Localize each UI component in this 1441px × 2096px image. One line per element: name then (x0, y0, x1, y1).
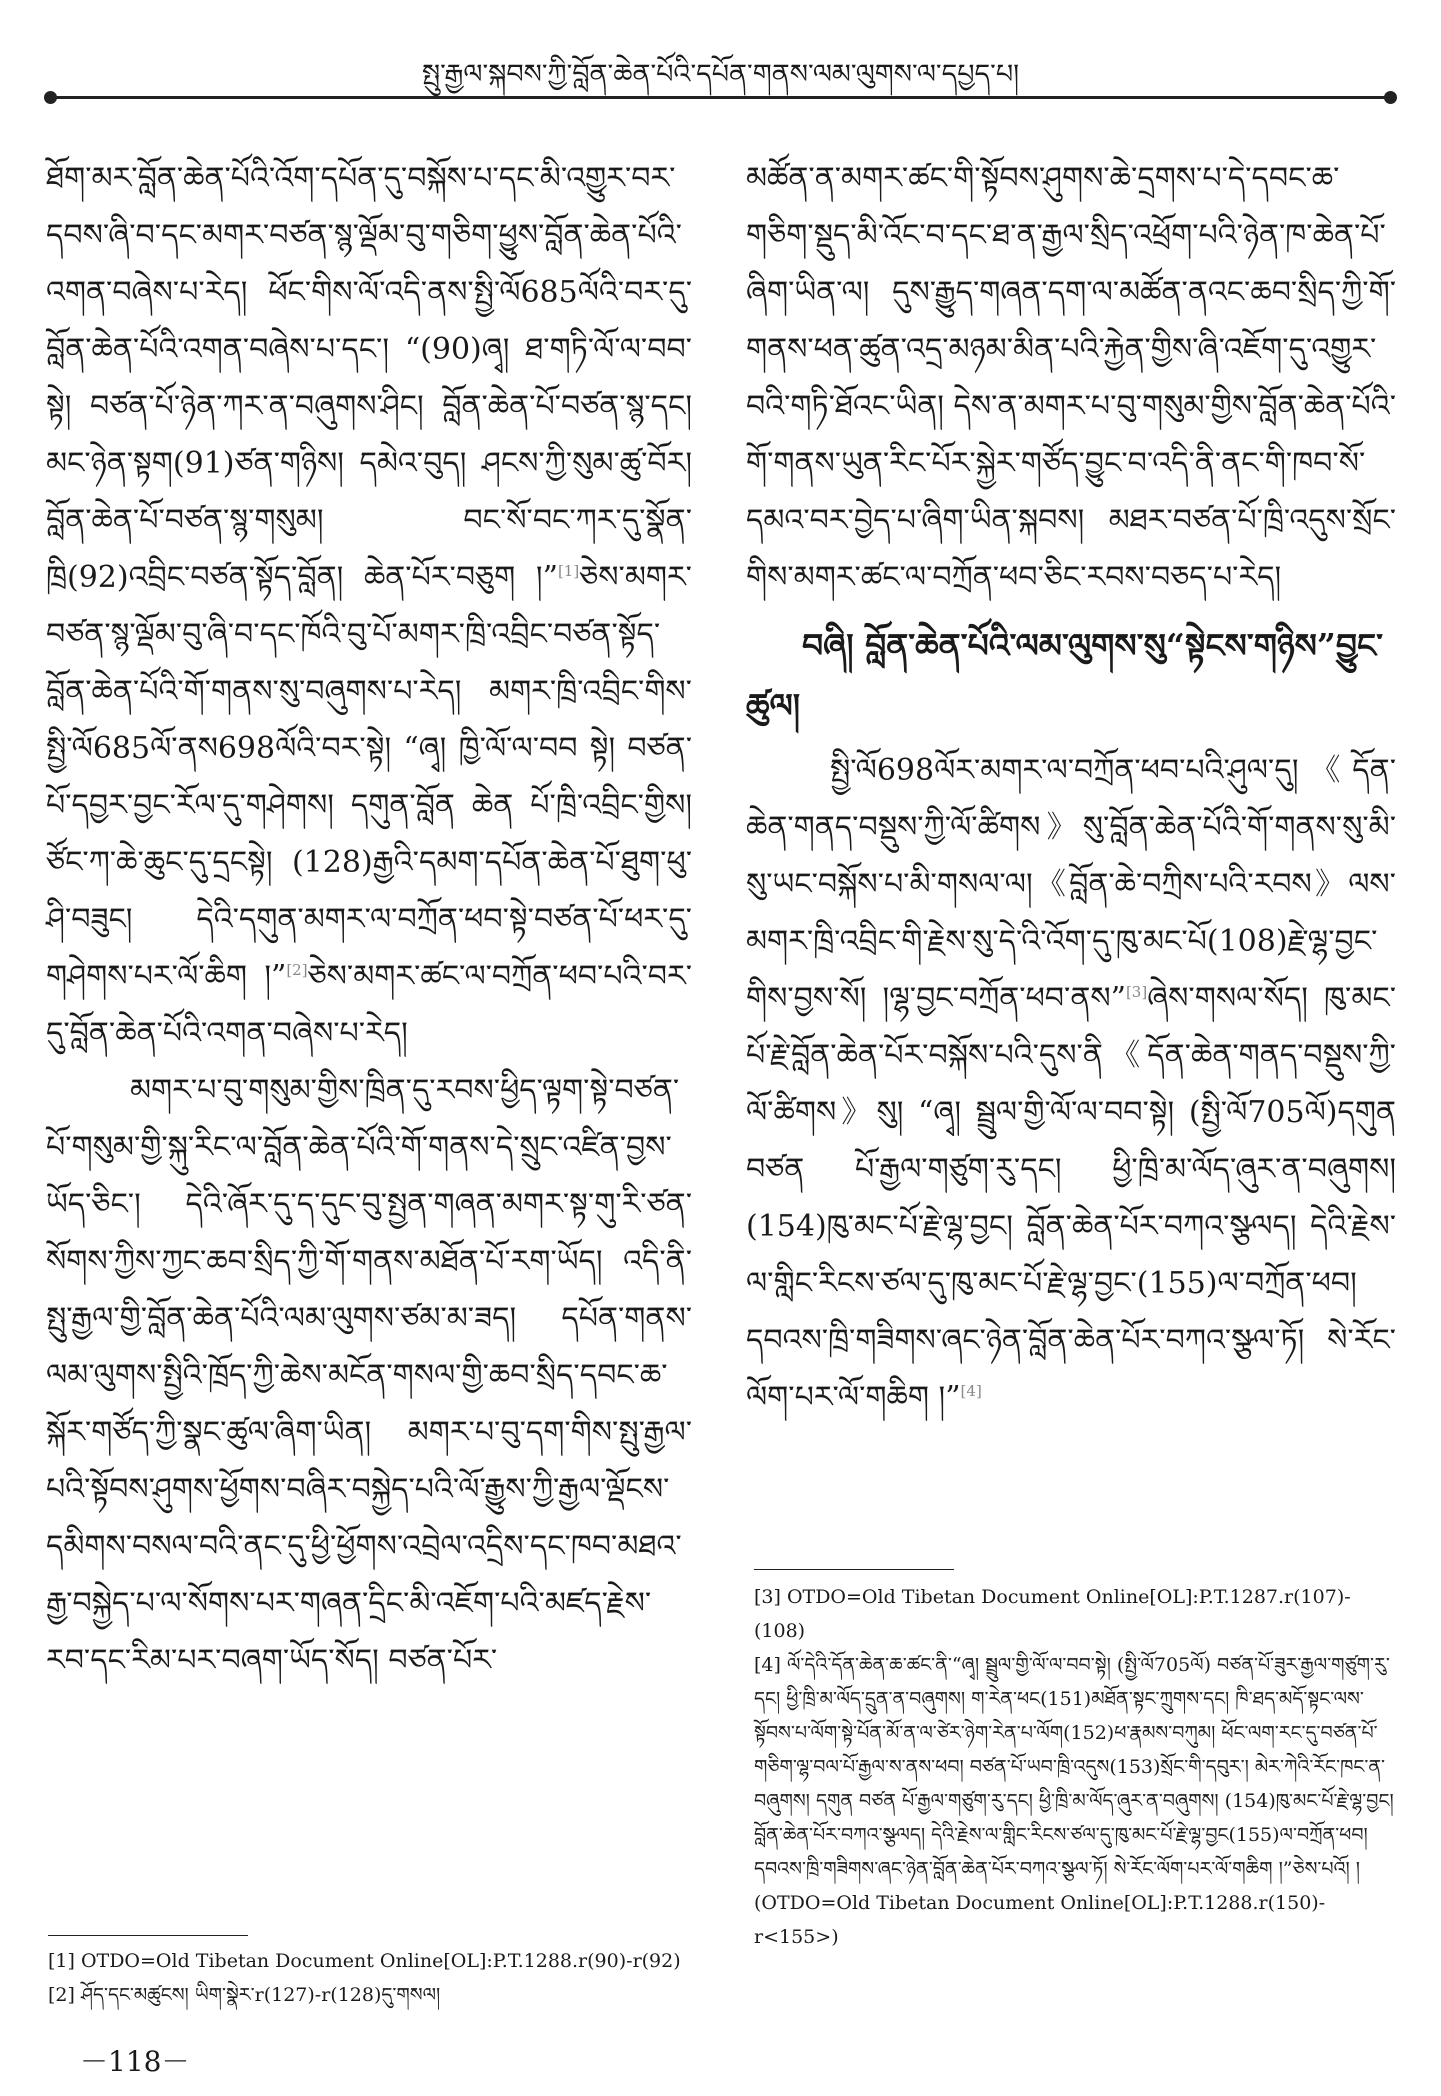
footnotes-left (48, 1944, 688, 2012)
left-p1c-text: ཅེས་མགར་ཚང་ལ་བཀྲོན་ཕབ་པའི་བར་དུ་བློན་ཆེན་པོའི་འགན་བཞེས་པ་རེད། (46, 959, 692, 1051)
rule-dot-right (1384, 91, 1397, 104)
footnote-1: [1] OTDO=Old Tibetan Document Online[OL]:P.T.1288.r(90)-r(92) (48, 1950, 681, 1972)
header-rule (52, 96, 1390, 99)
footnote-2: [2] ཤོད་དང་མཚུངས། ཡིག་སྣེར་r(127)-r(128)དུ་གསལ། (48, 1984, 441, 2006)
footnote-ref-1: [1] (557, 562, 580, 580)
left-column (46, 150, 692, 1689)
footnote-3: [3] OTDO=Old Tibetan Document Online[OL]:P.T.1287.r(107)-(108) (754, 1586, 1351, 1642)
right-p2-text: སྤྱི་ལོ698ལོར་མགར་ལ་བཀྲོན་ཕབ་པའི་ཤུལ་དུ།《དོན་ཆེན་གནད་བསྡུས་ཀྱི་ལོ་ཚིགས》སུ་བློན་ཆེན་པོའི་གོ་གནས་སུ་མི་སུ་ཡང་བསྐོས་པ་མི་གསལ་ལ།《བློན་ཆེ་བཀྲིས་པའི་རབས》ལས་མགར་ཁྲི་འབྲིང་གི་རྗེས་སུ་དེ་འི་འོག་དུ་ཁུ་མང་པོ(108)རྗེ་ལྷ་བྱང་གིས་བྱས་སོ། །ལྷ་བྱང་བཀྲོན་ཕབ་ནས” (746, 753, 1396, 1016)
left-p1b-text: ཅེས་མགར་བཙན་སྙ་ལྡོམ་བུ་ཞི་བ་དང་ཁོའི་བུ་པོ་མགར་ཁྲི་འབྲིང་བཙན་སྟོད་བློན་ཆེན་པོའི་གོ་གནས་སུ་བཞུགས་པ་རེད། མགར་ཁྲི་འབྲིང་གིས་སྤྱི་ལོ685ལོ་ནས698ལོའི་བར་སྟེ། “ཞྭ། ཁྱི་ལོ་ལ་བབ སྟེ། བཙན་པོ་དབྱར་བྱང་རོལ་དུ་གཤེགས། དགུན་བློན ཆེན པོ་ཁྲི་འབྲིང་གྱིས། ཙོང་ཀ་ཆེ་ཆུང་དུ་དྲངསྟེ། (128)རྒྱའི་དམག་དཔོན་ཆེན་པོ་ཐུག་ཕུ་ཤི་བཟུང། དེའི་དགུན་མགར་ལ་བཀྲོན་ཕབ་སྟེ་བཙན་པོ་ཕར་དུ་གཤེགས་པར་ལོ་ཆིག །” (46, 560, 692, 994)
right-paragraph-1: མཚོན་ན་མགར་ཚང་གི་སྟོབས་ཤུགས་ཆེ་དྲགས་པ་དེ་དབང་ཆ་གཅིག་སྡུད་མི་འོང་བ་དང་ཐ་ན་རྒྱལ་སྲིད་འཕྲོག་པའི་ཉེན་ཁ་ཆེན་པོ་ཞིག་ཡིན་ལ། དུས་རྒྱུད་གཞན་དག་ལ་མཚོན་ནའང་ཆབ་སྲིད་ཀྱི་གོ་གནས་ཕན་ཚུན་འདྲ་མཉམ་མིན་པའི་རྐྱེན་གྱིས་ཞི་འཇོག་དུ་འགྱུར་བའི་གཏི་ཐོའང་ཡིན། དེས་ན་མགར་པ་བུ་གསུམ་གྱིས་བློན་ཆེན་པོའི་གོ་གནས་ཡུན་རིང་པོར་སྐྱེར་གཙོད་བྱུང་བ་འདི་ནི་ནང་གི་ཁབ་སོ་དམའ་བར་བྱེད་པ་ཞིག་ཡིན་སྐབས། མཐར་བཙན་པོ་ཁྲི་འདུས་སྲོང་གིས་མགར་ཚང་ལ་བཀྲོན་ཕབ་ཅིང་རབས་བཅད་པ་རེད། (746, 161, 1396, 595)
right-p2b-text: ཞེས་གསལ་སོད། ཁུ་མང་པོ་རྗེ་བློན་ཆེན་པོར་བསྐོས་པའི་དུས་ནི《དོན་ཆེན་གནད་བསྡུས་ཀྱི་ལོ་ཚིགས》སུ། “ཞྭ། སྦྲུལ་གྱི་ལོ་ལ་བབ་སྟེ། (སྤྱི་ལོ705ལོ)དགུན བཙན པོ་རྒྱལ་གཙུག་རུ་དང། ཕྱི་ཁྲི་མ་ལོད་ཞུར་ན་བཞུགས། (154)ཁུ་མང་པོ་རྗེ་ལྷ་བྱང། བློན་ཆེན་པོར་བཀའ་སྩལད། དེའི་རྗེས་ལ་གླིང་རིངས་ཙལ་དུ་ཁུ་མང་པོ་རྗེ་ལྷ་བྱང་(155)ལ་བཀྲོན་ཕབ། དབའས་ཁྲི་གཟིགས་ཞང་ཉེན་བློན་ཆེན་པོར་བཀའ་སྩལ་ཏོ། སེ་རོང་ལོག་པར་ལོ་གཆིག །” (746, 981, 1397, 1415)
left-paragraph-1 (46, 150, 692, 1062)
right-paragraph-2 (746, 742, 1396, 1426)
page-number: －118－ (80, 2045, 190, 2078)
right-column (746, 150, 1396, 1426)
section-heading: བཞི། བློན་ཆེན་པོའི་ལམ་ལུགས་སུ“སྟེངས་གཉིས”བྱུང་ཚུལ། (746, 626, 1384, 725)
footnote-rule-left (48, 1935, 248, 1936)
left-paragraph-2: མགར་པ་བུ་གསུམ་གྱིས་ཁྲིན་དུ་རབས་ཕྱིད་ལྟག་སྟེ་བཙན་པོ་གསུམ་གྱི་སྐུ་རིང་ལ་བློན་ཆེན་པོའི་གོ་གནས་དེ་སྲུང་འཛིན་བྱས་ཡོད་ཅིང་། དེའི་ཞོར་དུ་ད་དུང་བུ་སྤྱན་གཞན་མགར་སྟ་གུ་རི་ཙན་སོགས་ཀྱིས་ཀྱང་ཆབ་སྲིད་ཀྱི་གོ་གནས་མཐོན་པོ་རག་ཡོད། འདི་ནི་སྤུ་རྒྱལ་གྱི་བློན་ཆེན་པོའི་ལམ་ལུགས་ཙམ་མ་ཟད། དཔོན་གནས་ལམ་ལུགས་སྤྱིའི་ཁྲོད་ཀྱི་ཆེས་མངོན་གསལ་གྱི་ཆབ་སྲིད་དབང་ཆ་སྐོར་གཙོད་ཀྱི་སྣང་ཚུལ་ཞིག་ཡིན། མགར་པ་བུ་དག་གིས་སྤུ་རྒྱལ་པའི་སྟོབས་ཤུགས་ཕྱོགས་བཞིར་བསྐྱེད་པའི་ལོ་རྒྱུས་ཀྱི་རྒྱལ་ལྡོངས་དམིགས་བསལ་བའི་ནང་དུ་ཕྱི་ཕྱོགས་འབྲེལ་འདྲིས་དང་ཁབ་མཐའ་རྒྱ་བསྐྱེད་པ་ལ་སོགས་པར་གཞན་དྲིང་མི་འཇོག་པའི་མཛད་རྗེས་རབ་དང་རིམ་པར་བཞག་ཡོད་སོད། བཙན་པོར་ (46, 1073, 692, 1678)
footnote-ref-4: [4] (960, 1382, 982, 1400)
left-p1-text: ཐོག་མར་བློན་ཆེན་པོའི་འོག་དཔོན་དུ་བསྐོས་པ་དང་མི་འགྱུར་བར་དབས་ཞི་བ་དང་མགར་བཙན་སྙ་ལྡོམ་བུ་གཅིག་ཕྱུས་བློན་ཆེན་པོའི་འགན་བཞེས་པ་རེད། ཕོང་གིས་ལོ་འདི་ནས་སྤྱི་ལོ685ལོའི་བར་དུ་བློན་ཆེན་པོའི་འགན་བཞེས་པ་དང་། “(90)ཞྭ། ཐ་གཏི་ལོ་ལ་བབ་སྟེ། བཙན་པོ་ཉེན་ཀར་ན་བཞུགས་ཤིང། བློན་ཆེན་པོ་བཙན་སྙ་དང། མང་ཉེན་སྟག(91)ཙན་གཉིས། དམེའ་བུད། ཤངས་ཀྱི་སུམ་ཚུ་བོར། བློན་ཆེན་པོ་བཙན་སྙ་གསུམ། བང་སོ་བང་ཀར་དུ་སྣོན་ཁྲི(92)འབྲིང་བཙན་སྟོད་བློན། ཆེན་པོར་བཅུག །” (46, 161, 692, 595)
footnotes-right (754, 1580, 1394, 1954)
footnote-rule-right (754, 1569, 954, 1570)
footnote-4: [4] ལོ་དེའི་དོན་ཆེན་ཆ་ཚང་ནི་“ཞྭ། སྦྲུལ་གྱི་ལོ་ལ་བབ་སྟེ། (སྤྱི་ལོ705ལོ) བཙན་པོ་ཟུར་རྒྱལ་གཙུག་རུ་དང། ཕྱི་ཁྲི་མ་ལོད་དྲུན་ན་བཞུགས། ག་རེན་ཕང(151)མཐོན་སྟང་ཀྲུགས་དང། ཁི་ཐད་མདོ་སྟང་ལས་སྟོབས་པ་ལོག་སྟེ་པོན་མོ་ན་ལ་ཙེར་ཉེག་རེན་པ་ལོག(152)ཕ་རྣམས་བཀུམ། ཕོང་ལག་རང་དུ་བཙན་པོ་གཅིག་ལྷ་བལ་པོ་རྒྱལ་ས་ནས་ཕབ། བཙན་པོ་ཡབ་ཁྲི་འདུས(153)སྲོང་གི་དབུར་། མེར་ཀེའི་རོང་ཁང་ན་བཞུགས། དགུན བཙན པོ་རྒྱལ་གཙུག་རུ་དང། ཕྱི་ཁྲི་མ་ལོད་ཞུར་ན་བཞུགས། (154)ཁུ་མང་པོ་རྗེ་ལྷ་བྱང། བློན་ཆེན་པོར་བཀའ་སྩལད། དེའི་རྗེས་ལ་གླིང་རིངས་ཙལ་དུ་ཁུ་མང་པོ་རྗེ་ལྷ་བྱང(155)ལ་བཀྲོན་ཕབ། དབའས་ཁྲི་གཟིགས་ཞང་ཉེན་བློན་ཆེན་པོར་བཀའ་སྩལ་ཏོ། སེ་རོང་ལོག་པར་ལོ་གཆིག །”ཅེས་པའོ། །(OTDO=Old Tibetan Document Online[OL]:P.T.1288.r(150)-r<155>) (754, 1654, 1394, 1948)
footnote-ref-2: [2] (286, 961, 308, 979)
footnote-ref-3: [3] (1125, 983, 1148, 1001)
running-header: སྤུ་རྒྱལ་སྐབས་ཀྱི་བློན་ཆེན་པོའི་དཔོན་གནས་ལམ་ལུགས་ལ་དཔྱད་པ། (421, 59, 1020, 90)
